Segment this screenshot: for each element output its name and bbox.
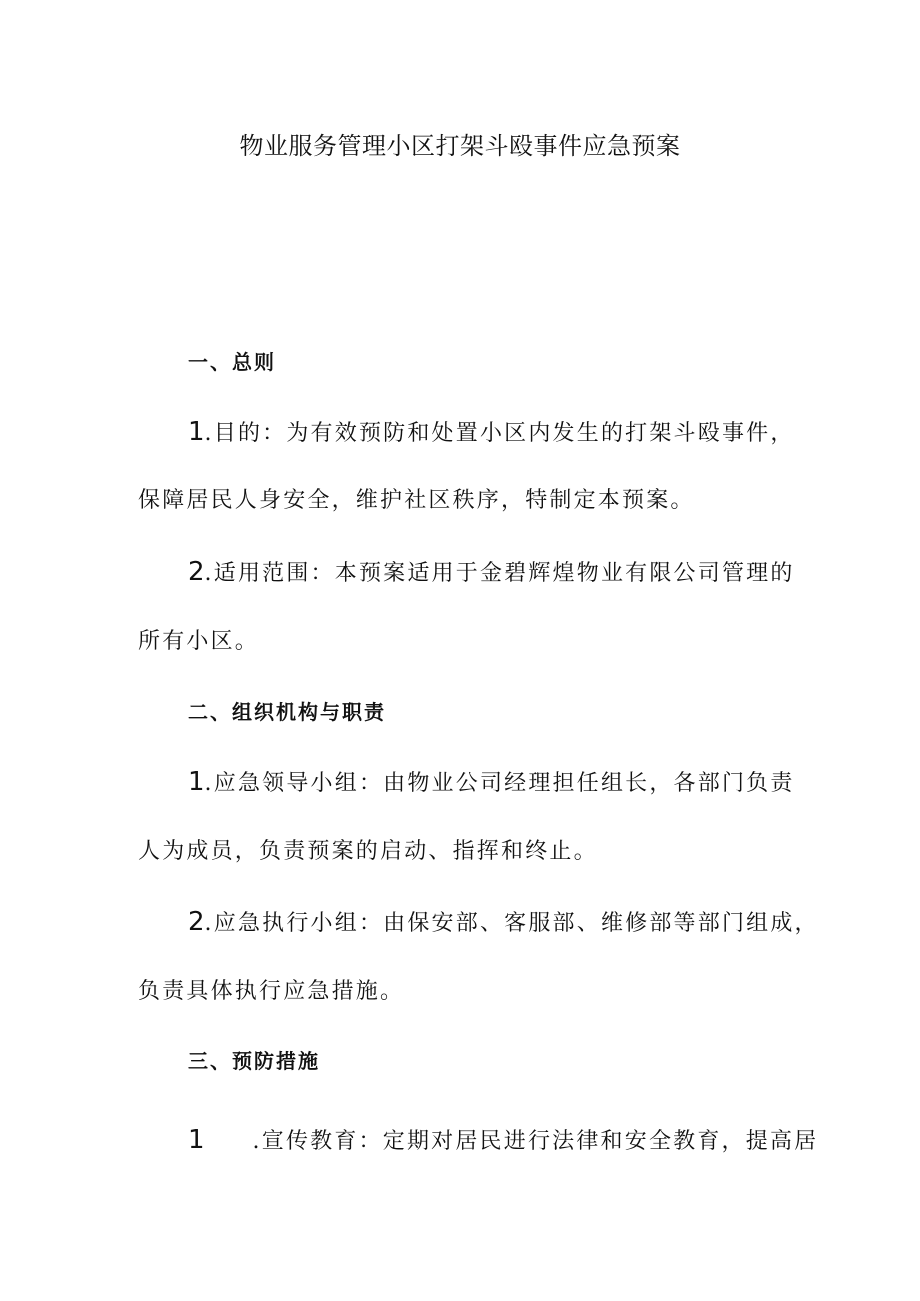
paragraph-line: 所有小区。: [138, 629, 260, 654]
section-heading-prevention: 三、预防措施: [188, 1049, 320, 1073]
item-text: .应急领导小组：由物业公司经理担任组长，各部门负责: [204, 771, 795, 796]
item-text: .目的：为有效预防和处置小区内发生的打架斗殴事件，: [204, 421, 795, 446]
paragraph-line: [188, 556, 795, 590]
paragraph-line: 保障居民人身安全，维护社区秩序，特制定本预案。: [138, 488, 695, 513]
paragraph-line: [188, 1124, 818, 1158]
section-heading-organization: 二、组织机构与职责: [188, 700, 386, 724]
paragraph-line: 负责具体执行应急措施。: [138, 979, 405, 1004]
item-text: .宣传教育：定期对居民进行法律和安全教育，提高居: [252, 1129, 819, 1154]
section-heading-general: 一、总则: [188, 350, 276, 374]
item-number: 2: [188, 557, 205, 587]
item-text: .适用范围：本预案适用于金碧辉煌物业有限公司管理的: [204, 561, 795, 586]
item-number: 2: [188, 907, 205, 937]
item-text: .应急执行小组：由保安部、客服部、维修部等部门组成，: [204, 911, 819, 936]
item-number: 1: [188, 417, 205, 447]
paragraph-line: 人为成员，负责预案的启动、指挥和终止。: [138, 839, 598, 864]
paragraph-line: [188, 906, 819, 940]
document-title: 物业服务管理小区打架斗殴事件应急预案: [239, 132, 681, 160]
item-number: 1: [188, 1125, 205, 1155]
paragraph-line: [188, 416, 795, 450]
item-number: 1: [188, 767, 205, 797]
paragraph-line: [188, 766, 795, 800]
